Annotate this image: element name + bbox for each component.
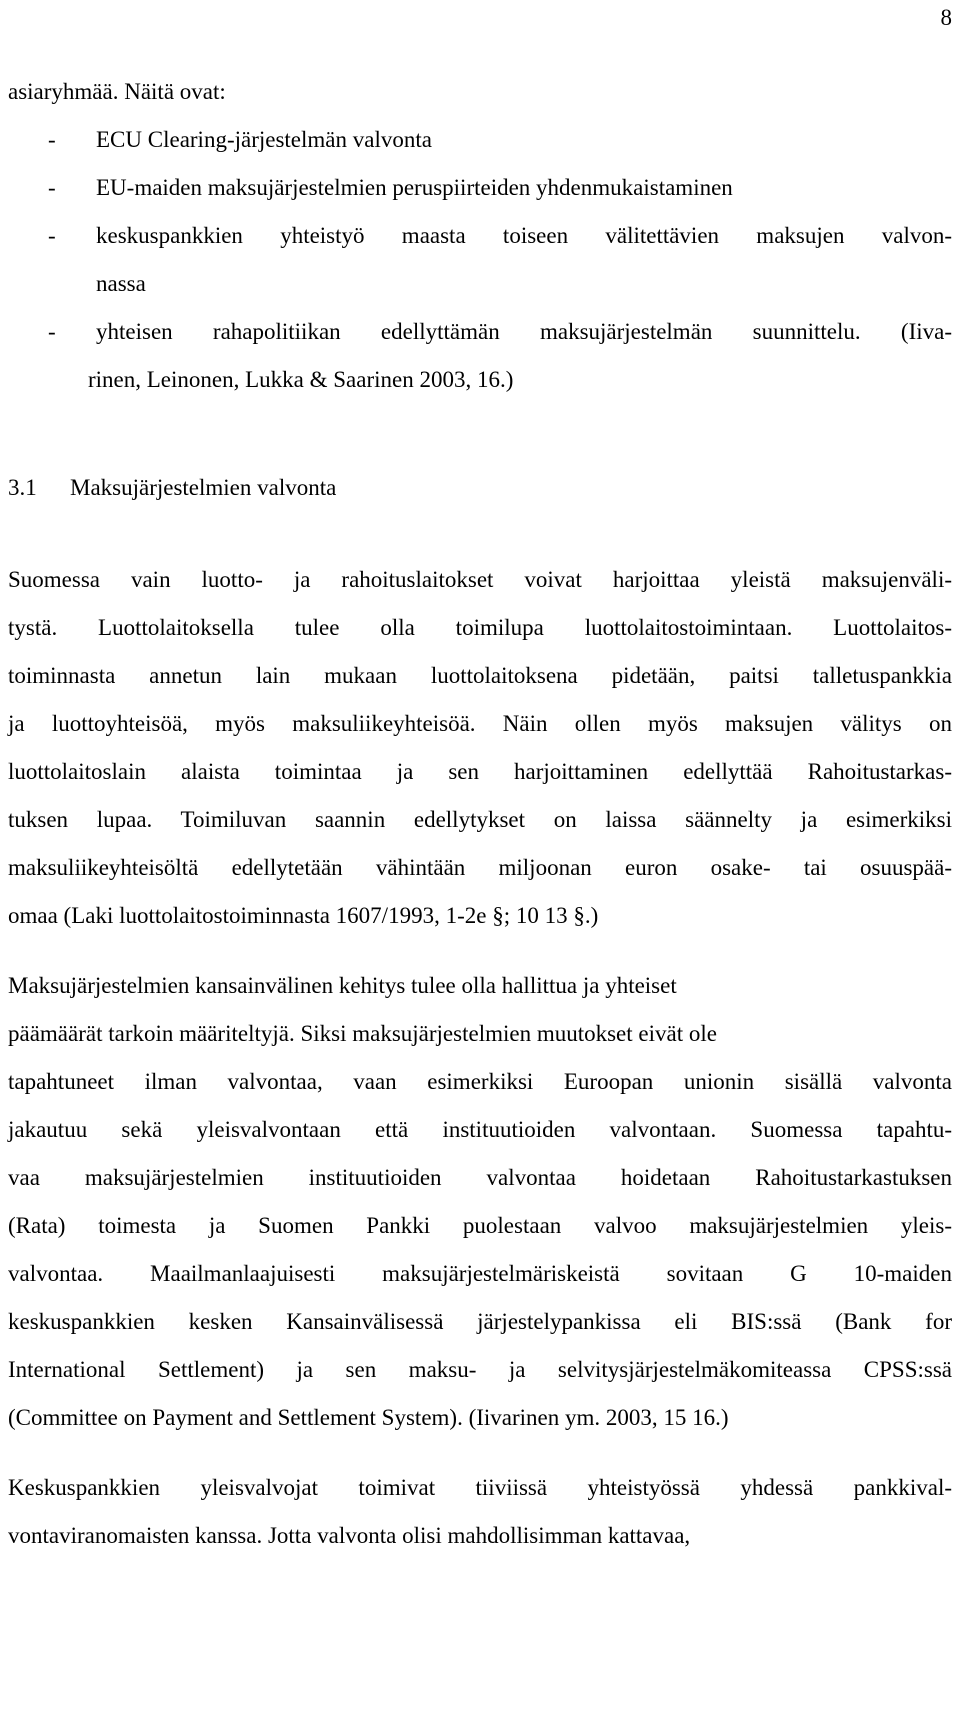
dash-marker: - xyxy=(48,319,56,344)
list-item-continuation: nassa xyxy=(96,271,146,296)
paragraph-3 xyxy=(8,1474,952,1550)
paragraph-line: keskuspankkien kesken Kansainvälisessä järjestelypankissa eli BIS:ssä (Bank for xyxy=(8,1309,952,1334)
page-number: 8 xyxy=(940,5,952,30)
paragraph-line: päämäärät tarkoin määriteltyjä. Siksi maksujärjestelmien muutokset eivät ole xyxy=(8,1021,717,1046)
paragraph-line: valvontaa. Maailmanlaajuisesti maksujärjestelmäriskeistä sovitaan G 10-maiden xyxy=(8,1261,952,1286)
dash-marker: - xyxy=(48,175,56,200)
list-item xyxy=(8,126,952,154)
document-body xyxy=(8,78,952,1570)
list-item-text: EU-maiden maksujärjestelmien peruspiirteiden yhdenmukaistaminen xyxy=(96,175,733,200)
dash-marker: - xyxy=(48,127,56,152)
paragraph-line: toiminnasta annetun lain mukaan luottolaitoksena pidetään, paitsi talletuspankkia xyxy=(8,663,952,688)
paragraph-line: tapahtuneet ilman valvontaa, vaan esimerkiksi Euroopan unionin sisällä valvonta xyxy=(8,1069,952,1094)
section-number: 3.1 xyxy=(8,475,37,500)
paragraph-line: vontaviranomaisten kanssa. Jotta valvonta olisi mahdollisimman kattavaa, xyxy=(8,1523,691,1548)
paragraph-line: ja luottoyhteisöä, myös maksuliikeyhteisöä. Näin ollen myös maksujen välitys on xyxy=(8,711,952,736)
paragraph-line: Keskuspankkien yleisvalvojat toimivat tiiviissä yhteistyössä yhdessä pankkival- xyxy=(8,1475,952,1500)
paragraph-2 xyxy=(8,972,952,1432)
list-item-text: keskuspankkien yhteistyö maasta toiseen välitettävien maksujen valvon- xyxy=(96,223,952,248)
section-title: Maksujärjestelmien valvonta xyxy=(70,475,337,500)
list-item xyxy=(8,222,952,250)
paragraph-1 xyxy=(8,566,952,930)
paragraph-line: (Committee on Payment and Settlement System). (Iivarinen ym. 2003, 15 16.) xyxy=(8,1405,729,1430)
paragraph-line: jakautuu sekä yleisvalvontaan että instituutioiden valvontaan. Suomessa tapahtu- xyxy=(8,1117,952,1142)
paragraph-line: Suomessa vain luotto- ja rahoituslaitokset voivat harjoittaa yleistä maksujenväli- xyxy=(8,567,952,592)
list-trailing-line xyxy=(8,366,952,394)
intro-line: asiaryhmää. Näitä ovat: xyxy=(8,79,226,104)
list-item-text: yhteisen rahapolitiikan edellyttämän maksujärjestelmän suunnittelu. (Iiva- xyxy=(96,319,952,344)
citation-text: rinen, Leinonen, Lukka & Saarinen 2003, 16.) xyxy=(88,367,514,392)
paragraph-line: maksuliikeyhteisöltä edellytetään vähintään miljoonan euron osake- tai osuuspää- xyxy=(8,855,952,880)
paragraph-line: tystä. Luottolaitoksella tulee olla toimilupa luottolaitostoimintaan. Luottolaitos- xyxy=(8,615,952,640)
paragraph-line: vaa maksujärjestelmien instituutioiden valvontaa hoidetaan Rahoitustarkastuksen xyxy=(8,1165,952,1190)
paragraph-line: International Settlement) ja sen maksu- ja selvitysjärjestelmäkomiteassa CPSS:ssä xyxy=(8,1357,952,1382)
section-heading xyxy=(8,474,952,502)
dash-marker: - xyxy=(48,223,56,248)
paragraph-line: tuksen lupaa. Toimiluvan saannin edellytykset on laissa säännelty ja esimerkiksi xyxy=(8,807,952,832)
bullet-list xyxy=(8,126,952,394)
list-item xyxy=(8,174,952,202)
paragraph-line: Maksujärjestelmien kansainvälinen kehitys tulee olla hallittua ja yhteiset xyxy=(8,973,677,998)
list-item-text: ECU Clearing-järjestelmän valvonta xyxy=(96,127,432,152)
list-item xyxy=(8,318,952,346)
paragraph-line: omaa (Laki luottolaitostoiminnasta 1607/1993, 1-2e §; 10 13 §.) xyxy=(8,903,599,928)
paragraph-line: (Rata) toimesta ja Suomen Pankki puolestaan valvoo maksujärjestelmien yleis- xyxy=(8,1213,952,1238)
paragraph-line: luottolaitoslain alaista toimintaa ja sen harjoittaminen edellyttää Rahoitustarkas- xyxy=(8,759,952,784)
